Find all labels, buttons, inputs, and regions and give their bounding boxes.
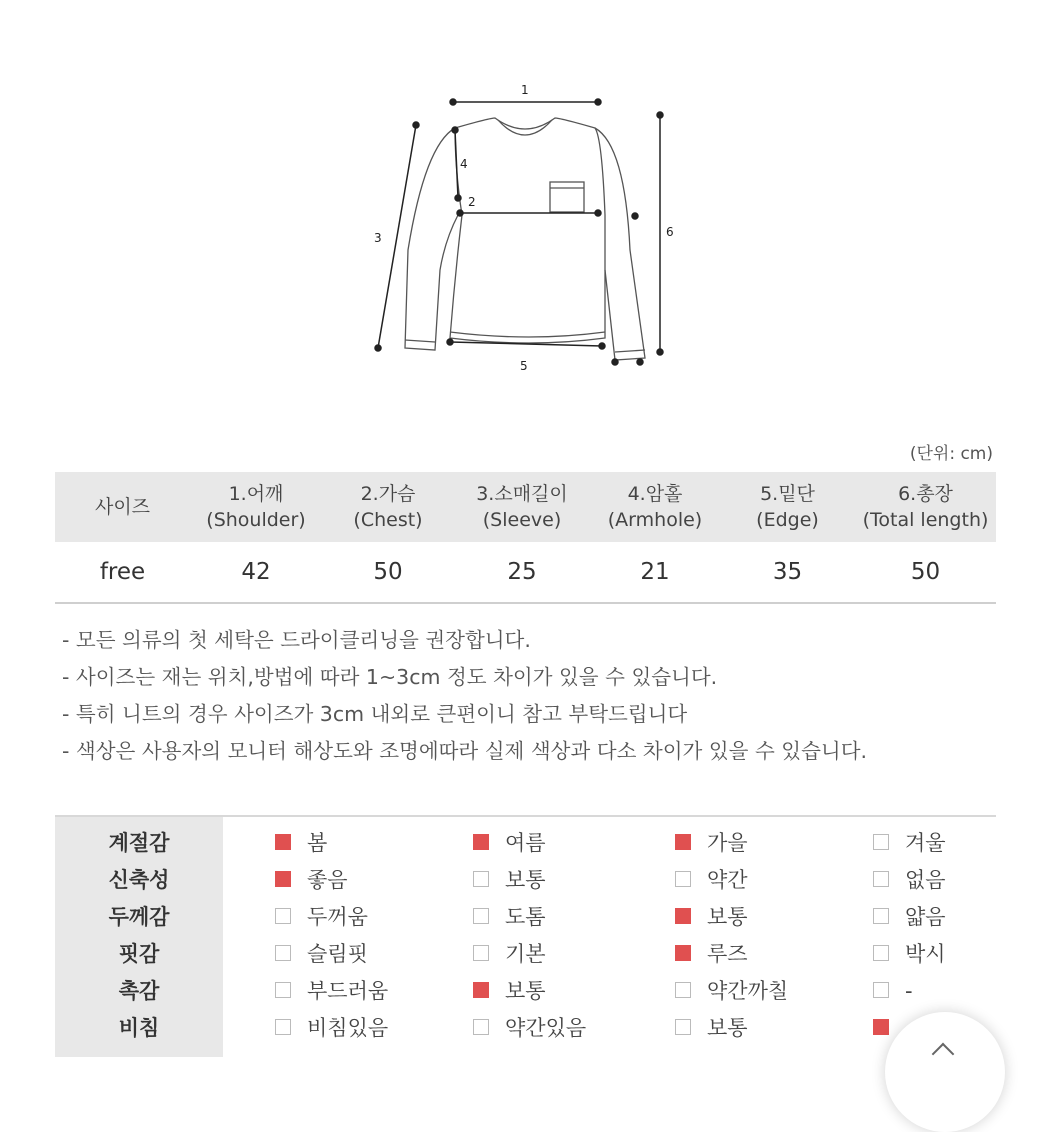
attribute-option	[675, 936, 748, 973]
option-label: 보통	[505, 979, 546, 1003]
option-label: 없음	[905, 868, 946, 892]
attribute-option	[473, 862, 546, 899]
size-table-header-row	[55, 472, 996, 542]
table-row	[55, 542, 996, 603]
option-label: 가을	[707, 831, 748, 855]
attribute-option	[473, 899, 546, 936]
option-label: 보통	[505, 868, 546, 892]
care-notes	[62, 622, 867, 770]
cell-armhole: 21	[590, 542, 720, 603]
checked-checkbox	[473, 982, 489, 998]
attribute-option	[873, 825, 946, 862]
attribute-option	[473, 1010, 586, 1047]
cell-shoulder: 42	[190, 542, 322, 603]
attribute-option	[275, 862, 348, 899]
note-item: - 특히 니트의 경우 사이즈가 3cm 내외로 큰편이니 참고 부탁드립니다	[62, 702, 688, 726]
cell-size: free	[55, 542, 190, 603]
label-2: 2	[468, 195, 476, 209]
option-label: 보통	[707, 1016, 748, 1040]
unit-label: (단위: cm)	[909, 444, 993, 464]
scroll-top-button[interactable]	[885, 1012, 1005, 1132]
attribute-label: 핏감	[118, 942, 160, 966]
option-label: 기본	[505, 942, 546, 966]
unchecked-checkbox	[675, 982, 691, 998]
unchecked-checkbox	[675, 1019, 691, 1035]
size-table	[55, 472, 996, 604]
label-3: 3	[374, 231, 382, 245]
attribute-row	[55, 825, 996, 862]
note-item: - 색상은 사용자의 모니터 해상도와 조명에따라 실제 색상과 다소 차이가 있을 수 있습니다.	[62, 739, 868, 763]
unchecked-checkbox	[275, 982, 291, 998]
option-label: 약간있음	[505, 1016, 587, 1040]
label-5: 5	[520, 359, 528, 373]
attribute-option	[473, 936, 546, 973]
garment-measurement-diagram	[340, 70, 720, 380]
attribute-option	[873, 899, 946, 936]
cell-edge: 35	[720, 542, 855, 603]
attribute-option	[873, 862, 946, 899]
option-label: 루즈	[707, 942, 748, 966]
option-label: 좋음	[307, 868, 348, 892]
note-item: - 사이즈는 재는 위치,방법에 따라 1~3cm 정도 차이가 있을 수 있습니다.	[62, 665, 718, 689]
attribute-label: 계절감	[108, 831, 170, 855]
option-label: 박시	[905, 942, 946, 966]
option-label: 봄	[307, 831, 328, 855]
unchecked-checkbox	[873, 945, 889, 961]
cell-sleeve: 25	[454, 542, 590, 603]
header-chest: 2.가슴 (Chest)	[322, 472, 454, 542]
attribute-row	[55, 862, 996, 899]
attribute-option	[675, 973, 788, 1010]
cell-total-length: 50	[855, 542, 996, 603]
header-shoulder: 1.어깨 (Shoulder)	[190, 472, 322, 542]
label-6: 6	[666, 225, 674, 239]
attribute-label: 촉감	[118, 979, 160, 1003]
option-label: 약간까칠	[707, 979, 789, 1003]
header-total-length: 6.총장 (Total length)	[855, 472, 996, 542]
attribute-row	[55, 899, 996, 936]
option-label: 보통	[707, 905, 748, 929]
unchecked-checkbox	[275, 908, 291, 924]
unchecked-checkbox	[873, 871, 889, 887]
attribute-option	[275, 1010, 388, 1047]
label-4: 4	[460, 157, 468, 171]
unchecked-checkbox	[473, 1019, 489, 1035]
attribute-option	[675, 899, 748, 936]
cell-chest: 50	[322, 542, 454, 603]
attribute-option	[275, 936, 368, 973]
attribute-option	[473, 973, 546, 1010]
label-1: 1	[521, 83, 529, 97]
checked-checkbox	[675, 908, 691, 924]
checked-checkbox	[675, 945, 691, 961]
attribute-label: 비침	[118, 1016, 160, 1040]
attribute-option	[675, 825, 748, 862]
header-armhole: 4.암홀 (Armhole)	[590, 472, 720, 542]
attribute-label: 신축성	[108, 868, 170, 892]
option-label: 부드러움	[307, 979, 389, 1003]
option-label: -	[905, 979, 913, 1003]
option-label: 비침있음	[307, 1016, 389, 1040]
attribute-option	[873, 973, 913, 1010]
checked-checkbox	[473, 834, 489, 850]
option-label: 도톰	[505, 905, 546, 929]
attribute-row	[55, 1010, 996, 1047]
option-label: 겨울	[905, 831, 946, 855]
attribute-option	[675, 1010, 748, 1047]
option-label: 여름	[505, 831, 546, 855]
attribute-option	[473, 825, 546, 862]
unchecked-checkbox	[275, 945, 291, 961]
option-label: 두꺼움	[307, 905, 368, 929]
attribute-row	[55, 973, 996, 1010]
option-label: 얇음	[905, 905, 946, 929]
checked-checkbox	[275, 871, 291, 887]
attribute-label: 두께감	[108, 905, 170, 929]
attribute-option	[275, 825, 327, 862]
unchecked-checkbox	[473, 945, 489, 961]
unchecked-checkbox	[675, 871, 691, 887]
attribute-option	[675, 862, 748, 899]
unchecked-checkbox	[873, 982, 889, 998]
header-size: 사이즈	[55, 472, 190, 542]
chevron-up-icon	[932, 1043, 955, 1066]
checked-checkbox	[873, 1019, 889, 1035]
fabric-attribute-table	[55, 815, 996, 1057]
header-sleeve: 3.소매길이 (Sleeve)	[454, 472, 590, 542]
attribute-option	[275, 899, 368, 936]
attribute-option	[873, 936, 946, 973]
unchecked-checkbox	[873, 834, 889, 850]
note-item: - 모든 의류의 첫 세탁은 드라이클리닝을 권장합니다.	[62, 628, 531, 652]
header-edge: 5.밑단 (Edge)	[720, 472, 855, 542]
checked-checkbox	[275, 834, 291, 850]
unchecked-checkbox	[275, 1019, 291, 1035]
checked-checkbox	[675, 834, 691, 850]
attribute-option	[275, 973, 388, 1010]
unchecked-checkbox	[473, 908, 489, 924]
option-label: 슬림핏	[307, 942, 368, 966]
unchecked-checkbox	[473, 871, 489, 887]
attribute-row	[55, 936, 996, 973]
unchecked-checkbox	[873, 908, 889, 924]
option-label: 약간	[707, 868, 748, 892]
